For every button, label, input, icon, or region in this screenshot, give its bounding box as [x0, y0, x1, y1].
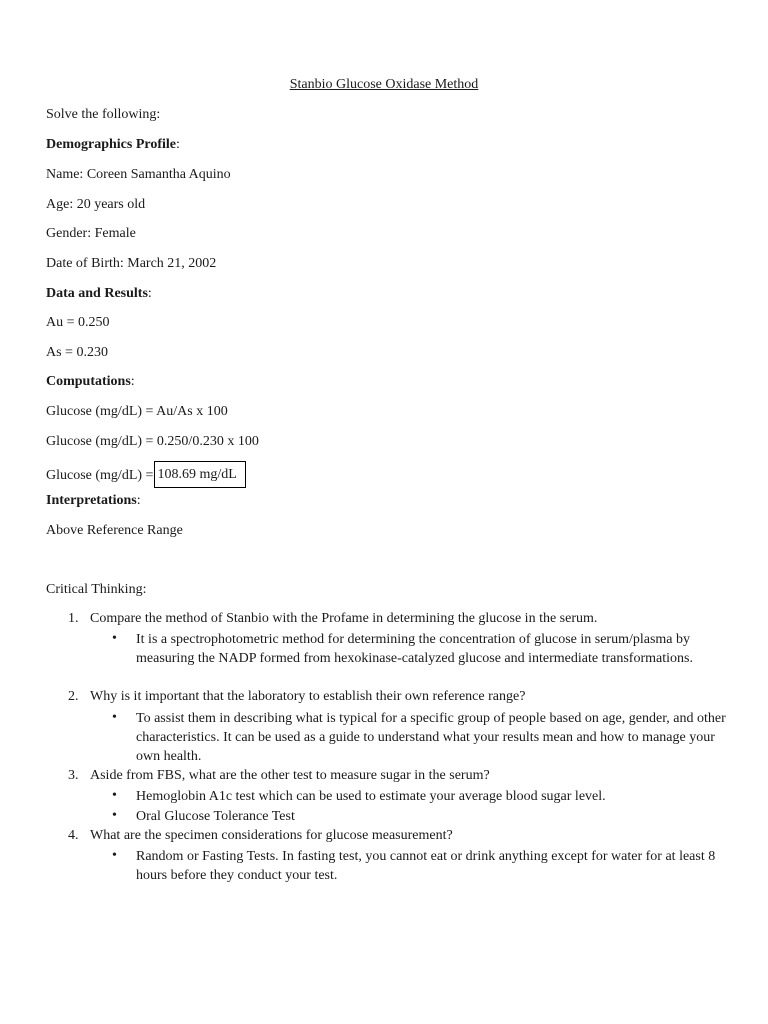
bullet-icon: •: [112, 808, 117, 823]
answer-text: To assist them in describing what is typical for a specific group of people based on age, gender, and other characteristics. It can be used as a guide to understand what your results mean and how to manage your own health.: [136, 711, 726, 764]
data-results-heading-label: Data and Results: [46, 286, 148, 301]
bullet-icon: •: [112, 788, 117, 803]
critical-thinking-heading: Critical Thinking:: [46, 582, 147, 597]
question-text: Aside from FBS, what are the other test to measure sugar in the serum?: [90, 768, 490, 783]
computation-result-box: 108.69 mg/dL: [154, 461, 245, 488]
answer-item: [112, 630, 732, 668]
demographics-dob: Date of Birth: March 21, 2002: [46, 256, 217, 271]
demographics-gender: Gender: Female: [46, 226, 136, 241]
computation-result-label: Glucose (mg/dL) =: [46, 468, 154, 483]
question-item: [68, 827, 738, 845]
answer-text: It is a spectrophotometric method for determining the concentration of glucose in serum/plasma by measuring the NADP formed from hexokinase-catalyzed glucose and intermediate transformations.: [136, 632, 693, 666]
interpretations-heading: [46, 492, 141, 510]
answer-text: Hemoglobin A1c test which can be used to estimate your average blood sugar level.: [136, 789, 606, 804]
question-number: 2.: [68, 689, 79, 704]
demographics-heading: [46, 136, 180, 154]
answer-item: [112, 787, 732, 806]
document-title: Stanbio Glucose Oxidase Method: [289, 77, 479, 92]
bullet-icon: •: [112, 848, 117, 863]
data-as-value: As = 0.230: [46, 345, 108, 360]
demographics-heading-colon: :: [176, 137, 180, 152]
computations-heading-label: Computations: [46, 374, 131, 389]
question-item: [68, 767, 738, 785]
bullet-icon: •: [112, 710, 117, 725]
question-text: Compare the method of Stanbio with the Profame in determining the glucose in the serum.: [90, 611, 598, 626]
answer-item: [112, 709, 732, 766]
computations-heading: [46, 373, 135, 391]
data-results-heading: [46, 285, 152, 303]
answer-item: [112, 807, 732, 826]
demographics-heading-label: Demographics Profile: [46, 137, 176, 152]
data-results-heading-colon: :: [147, 286, 152, 301]
interpretation-text: Above Reference Range: [46, 523, 183, 538]
question-item: [68, 610, 738, 628]
bullet-icon: •: [112, 631, 117, 646]
question-number: 4.: [68, 828, 79, 843]
question-number: 3.: [68, 768, 79, 783]
question-item: [68, 688, 738, 706]
computations-heading-colon: :: [130, 374, 135, 389]
answer-item: [112, 847, 732, 885]
interpretations-heading-label: Interpretations: [46, 493, 137, 508]
computation-substituted: Glucose (mg/dL) = 0.250/0.230 x 100: [46, 434, 259, 449]
interpretations-heading-colon: :: [136, 493, 141, 508]
data-au-value: Au = 0.250: [46, 315, 110, 330]
answer-text: Oral Glucose Tolerance Test: [136, 809, 295, 824]
demographics-name: Name: Coreen Samantha Aquino: [46, 167, 231, 182]
question-text: Why is it important that the laboratory to establish their own reference range?: [90, 689, 526, 704]
question-number: 1.: [68, 611, 79, 626]
computation-formula: Glucose (mg/dL) = Au/As x 100: [46, 404, 228, 419]
answer-text: Random or Fasting Tests. In fasting test, you cannot eat or drink anything except for water for at least 8 hours before they conduct your test.: [136, 849, 716, 883]
intro-text: Solve the following:: [46, 107, 161, 122]
computation-result: [46, 462, 246, 489]
question-text: What are the specimen considerations for glucose measurement?: [90, 828, 453, 843]
demographics-age: Age: 20 years old: [46, 197, 146, 212]
